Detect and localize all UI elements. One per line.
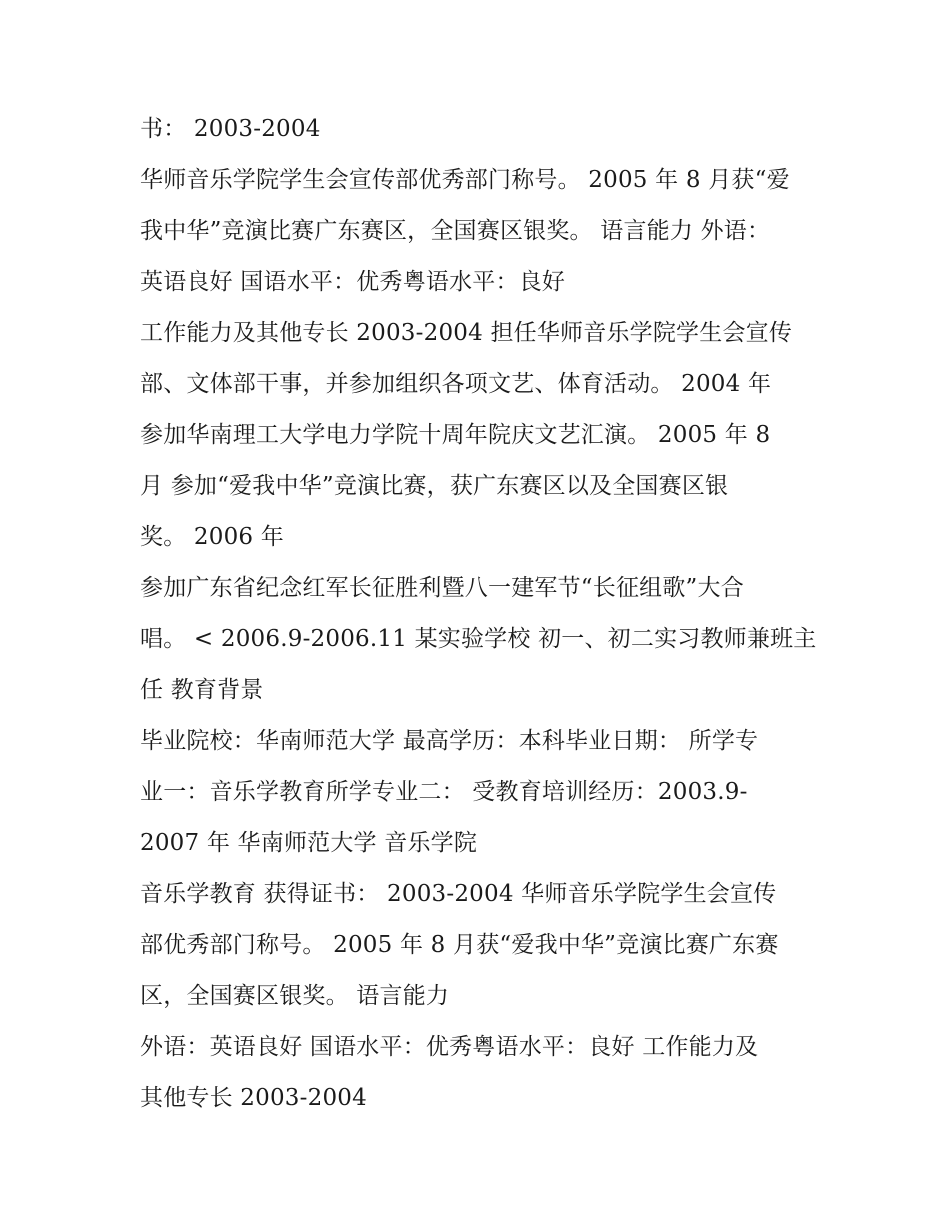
text-line: 部优秀部门称号。 2005 年 8 月获“爱我中华”竞演比赛广东赛: [140, 932, 779, 958]
text-line: 任 教育背景: [140, 677, 264, 703]
text-line: 其他专长 2003-2004: [140, 1085, 367, 1111]
text-line: 参加广东省纪念红军长征胜利暨八一建军节“长征组歌”大合: [140, 575, 744, 601]
text-line: 英语良好 国语水平：优秀粤语水平：良好: [140, 269, 566, 295]
text-line: 2007 年 华南师范大学 音乐学院: [140, 830, 478, 856]
text-line: 业一：音乐学教育所学专业二： 受教育培训经历：2003.9-: [140, 779, 748, 805]
text-line: 部、文体部干事，并参加组织各项文艺、体育活动。 2004 年: [140, 371, 772, 397]
text-line: 月 参加“爱我中华”竞演比赛，获广东赛区以及全国赛区银: [140, 473, 729, 499]
document-body: [140, 104, 820, 1124]
text-line: 华师音乐学院学生会宣传部优秀部门称号。 2005 年 8 月获“爱: [140, 167, 790, 193]
text-line: 外语：英语良好 国语水平：优秀粤语水平：良好 工作能力及: [140, 1034, 759, 1060]
text-line: 书： 2003-2004: [140, 116, 321, 142]
text-line: 区，全国赛区银奖。 语言能力: [140, 983, 450, 1009]
text-line: 我中华”竞演比赛广东赛区，全国赛区银奖。 语言能力 外语：: [140, 218, 771, 244]
text-line: 音乐学教育 获得证书： 2003-2004 华师音乐学院学生会宣传: [140, 881, 777, 907]
text-line: 奖。 2006 年: [140, 524, 284, 550]
text-line: 唱。 < 2006.9-2006.11 某实验学校 初一、初二实习教师兼班主: [140, 626, 817, 652]
text-line: 工作能力及其他专长 2003-2004 担任华师音乐学院学生会宣传: [140, 320, 793, 346]
text-line: 参加华南理工大学电力学院十周年院庆文艺汇演。 2005 年 8: [140, 422, 771, 448]
text-line: 毕业院校：华南师范大学 最高学历：本科毕业日期： 所学专: [140, 728, 759, 754]
